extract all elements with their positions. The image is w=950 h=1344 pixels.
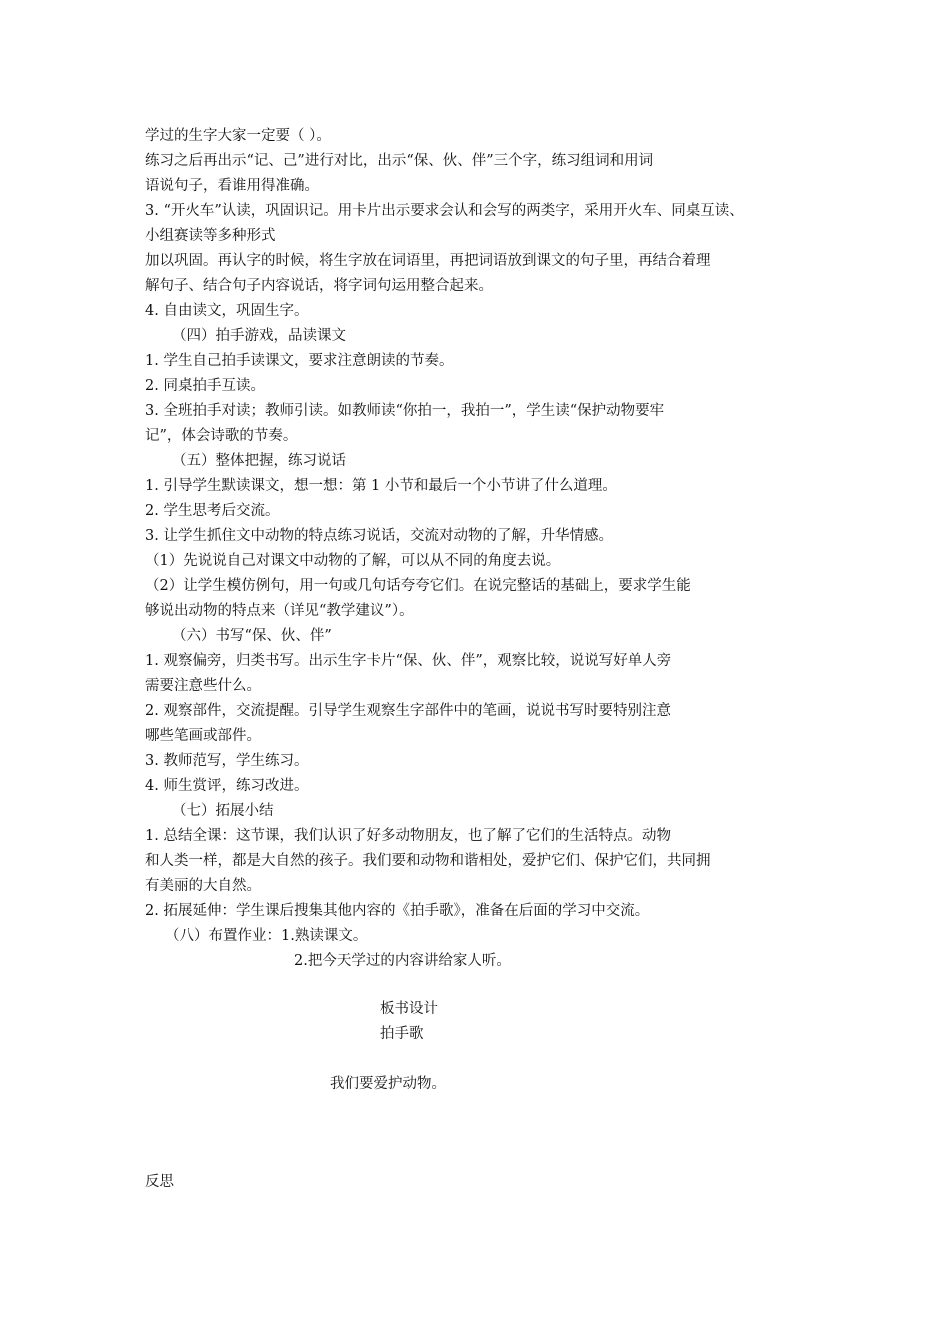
text-line: 1. 学生自己拍手读课文，要求注意朗读的节奏。 — [145, 353, 454, 369]
text-line: 语说句子，看谁用得准确。 — [145, 178, 319, 194]
text-line: 3. 让学生抓住文中动物的特点练习说话，交流对动物的了解，升华情感。 — [145, 528, 613, 544]
text-line: 学过的生字大家一定要（ ）。 — [145, 128, 331, 144]
text-line: 3. 教师范写，学生练习。 — [145, 753, 309, 769]
text-line: 2. 观察部件，交流提醒。引导学生观察生字部件中的笔画，说说书写时要特别注意 — [145, 703, 671, 719]
text-line: 和人类一样，都是大自然的孩子。我们要和动物和谐相处，爱护它们、保护它们，共同拥 — [145, 853, 711, 869]
text-line: 哪些笔画或部件。 — [145, 728, 261, 744]
text-line: 有美丽的大自然。 — [145, 878, 261, 894]
section-heading: （七）拓展小结 — [172, 803, 274, 819]
reflection-heading: 反思 — [145, 1174, 174, 1190]
text-line: 2. 学生思考后交流。 — [145, 503, 280, 519]
text-line: （1）先说说自己对课文中动物的了解，可以从不同的角度去说。 — [145, 553, 561, 569]
text-line: 1. 观察偏旁，归类书写。出示生字卡片“保、伙、伴”，观察比较，说说写好单人旁 — [145, 653, 672, 669]
board-design-lesson-title: 拍手歌 — [380, 1026, 424, 1042]
text-line: 2. 拓展延伸：学生课后搜集其他内容的《拍手歌》，准备在后面的学习中交流。 — [145, 903, 650, 919]
homework-line: 2.把今天学过的内容讲给家人听。 — [294, 953, 511, 969]
text-line: 记”，体会诗歌的节奏。 — [145, 428, 298, 444]
text-line: 加以巩固。再认字的时候，将生字放在词语里，再把词语放到课文的句子里，再结合着理 — [145, 253, 711, 269]
text-line: （2）让学生模仿例句，用一句或几句话夸夸它们。在说完整话的基础上，要求学生能 — [145, 578, 691, 594]
text-line: 够说出动物的特点来（详见“教学建议”）。 — [145, 603, 414, 619]
board-design-title: 板书设计 — [380, 1001, 438, 1017]
section-heading: （六）书写“保、伙、伴” — [172, 628, 332, 644]
text-line: 解句子、结合句子内容说话，将字词句运用整合起来。 — [145, 278, 493, 294]
homework-line: （八）布置作业：1.熟读课文。 — [165, 928, 368, 944]
board-design-text: 我们要爱护动物。 — [330, 1076, 446, 1092]
text-line: 1. 总结全课：这节课，我们认识了好多动物朋友，也了解了它们的生活特点。动物 — [145, 828, 671, 844]
text-line: 2. 同桌拍手互读。 — [145, 378, 265, 394]
section-heading: （四）拍手游戏，品读课文 — [172, 328, 346, 344]
text-line: 3. “开火车”认读，巩固识记。用卡片出示要求会认和会写的两类字，采用开火车、同桌互读、 — [145, 203, 744, 219]
section-heading: （五）整体把握，练习说话 — [172, 453, 346, 469]
text-line: 小组赛读等多种形式 — [145, 228, 276, 244]
text-line: 需要注意些什么。 — [145, 678, 261, 694]
text-line: 练习之后再出示“记、己”进行对比，出示“保、伙、伴”三个字，练习组词和用词 — [145, 153, 654, 169]
text-line: 4. 师生赏评，练习改进。 — [145, 778, 309, 794]
text-line: 4. 自由读文，巩固生字。 — [145, 303, 309, 319]
text-line: 1. 引导学生默读课文，想一想：第 1 小节和最后一个小节讲了什么道理。 — [145, 478, 617, 494]
text-line: 3. 全班拍手对读；教师引读。如教师读“你拍一，我拍一”，学生读“保护动物要牢 — [145, 403, 665, 419]
